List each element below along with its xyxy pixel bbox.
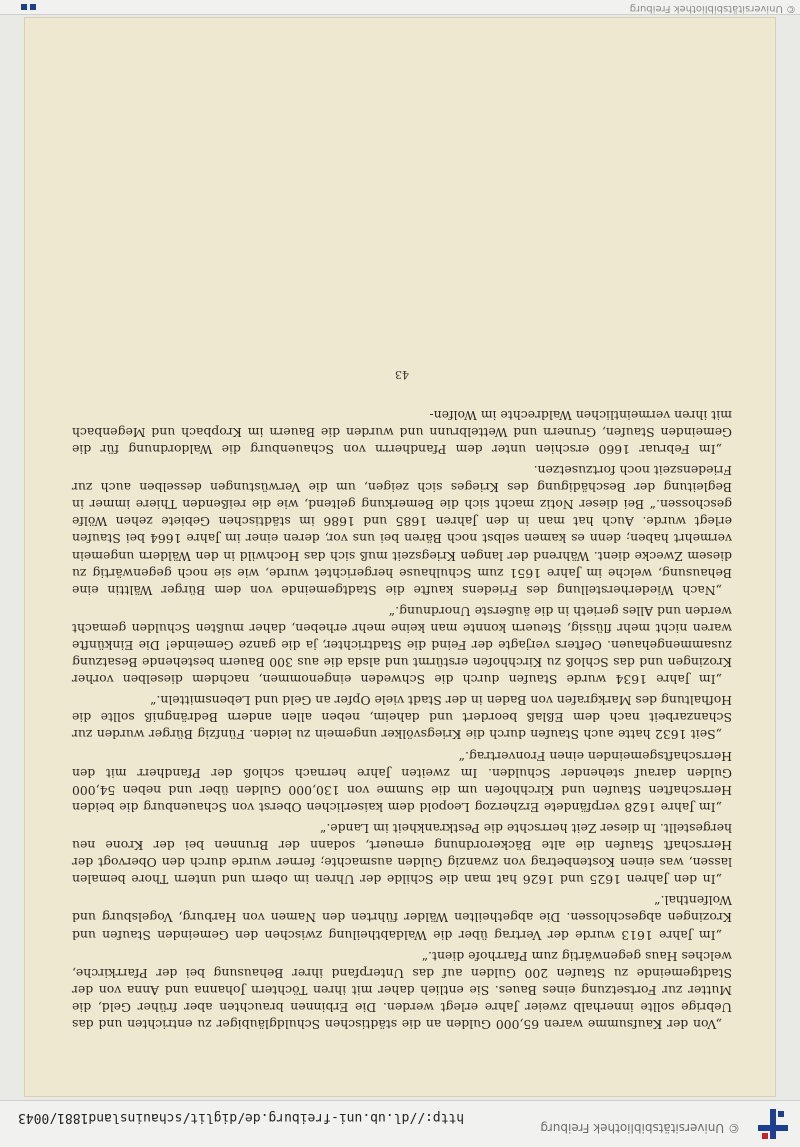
paragraph: „Seit 1632 hatte auch Staufen durch die Kriegsvölker ungemein zu leiden. Fünfzig Bürger wurden zur Schanzarbeit nach dem Eßlaß beordert und daheim, neben allen andern Bedrängniß sollte die Hofhaltung des Markgrafen von Baden in der Stadt viele Opfer an Geld und Lebensmitteln.“ bbox=[72, 693, 732, 743]
paragraph: „Von der Kaufsumme waren 65,000 Gulden an die städtischen Schuldgläubiger zu entrichten und das Uebrige sollte innerhalb zweier Jahre erlegt werden. Die Erbinnen brauchten aber früher Geld, die Mutter zur Fortsetzung eines Baues. Sie entlieh daher mit ihren Töchtern Johanna und Anna von der Stadtgemeinde zu Staufen 200 Gulden auf das Unterpfand ihrer Behausung bei der Pfarrkirche, welches Haus gegenwärtig zum Pfarrhofe dient.“ bbox=[72, 948, 732, 1032]
page-number: 43 bbox=[395, 367, 409, 381]
footer-copyright: © Universitätsbibliothek Freiburg bbox=[629, 3, 796, 14]
paragraph: „In den Jahren 1625 und 1626 hat man die Schilde der Uhren im obern und untern Thore bemalen lassen, was einen Kostenbetrag von zwanzig Gulden ausmachte; ferner wurde durch den Obervogt der Herrschaft Staufen die alte Bäckerordnung erneuert, sodann der Brunnen bei der Krone neu hergestellt. In dieser Zeit herrschte die Pestkrankheit im Lande.“ bbox=[72, 820, 732, 888]
viewer-footer bbox=[0, 0, 800, 15]
viewer-header bbox=[0, 1100, 800, 1147]
paragraph: „Im Februar 1660 erschien unter dem Pfandherrn von Schauenburg die Waldordnung für die Gemeinden Staufen, Grunern und Wettelbrunn und wurden die Bauern im Kropbach und Megenbach mit ihren vermeintlichen Waldrechte im Wolfen- bbox=[72, 407, 732, 457]
paragraph: „Im Jahre 1634 wurde Staufen durch die Schweden eingenommen, nachdem dieselben vorher Krozingen und das Schloß zu Kirchhofen erstürmt und alsda die aus 300 Bauern bestehende Besatzung zusammengehauen. Oefters verjagte der Feind die Stadtrichter, ja die ganze Gemeinde! Die Einkünfte waren nicht mehr flüssig, Steuern konnte man keine mehr erheben, daher mußten Schulden gemacht werden und Alles gerieth in die äußerste Unordnung.“ bbox=[72, 603, 732, 688]
document-url-link[interactable]: http://dl.ub.uni-freiburg.de/diglit/schauinsland1881/0043 bbox=[18, 1110, 465, 1125]
paragraph: „Im Jahre 1628 verpfändete Erzherzog Leopold dem kaiserlichen Oberst von Schauenburg die beiden Herrschaften Staufen und Kirchhofen um die Summe von 130,000 Gulden über und neben 54,000 Gulden darauf stehender Schulden. Im zweiten Jahre hernach schloß der Pfandherr mit den Herrschaftsgemeinden einen Fronvertrag.“ bbox=[72, 748, 732, 815]
footer-logo-icon bbox=[20, 2, 36, 12]
copyright-notice: © Universitätsbibliothek Freiburg bbox=[540, 1121, 740, 1135]
scanned-page bbox=[24, 17, 776, 1097]
page-body bbox=[72, 368, 732, 1033]
paragraph: „Nach Wiederherstellung des Friedens kaufte die Stadtgemeinde von dem Bürger Wälttin eine Behausung, welche im Jahre 1651 zum Schulhause hergerichtet wurde, wie sie noch gegenwärtig zu diesem Zwecke dient. Während der langen Kriegszeit muß sich das Hochwild in den Wäldern ungemein vermehrt haben; denn es kamen selbst noch Bären bei uns vor, deren einer im Jahre 1664 bei Staufen erlegt wurde. Auch hat man in den Jahren 1685 und 1686 im städtischen Gebiete zehen Wölfe geschossen.“ Bei dieser Notiz macht sich die Bemerkung geltend, wie die reißenden Thiere immer in Begleitung der Beschädigung des Krieges sich zeigen, um die Verwüstungen desselben auch zur Friedenszeit noch fortzusetzen. bbox=[72, 463, 732, 598]
university-logo-icon bbox=[756, 1107, 790, 1141]
paragraph: „Im Jahre 1613 wurde der Vertrag über die Waldabtheilung zwischen den Gemeinden Staufen und Krozingen abgeschlossen. Die abgetheilten Wälder führten den Namen von Harburg, Vogelsburg und Wolfenthal.“ bbox=[72, 893, 732, 943]
